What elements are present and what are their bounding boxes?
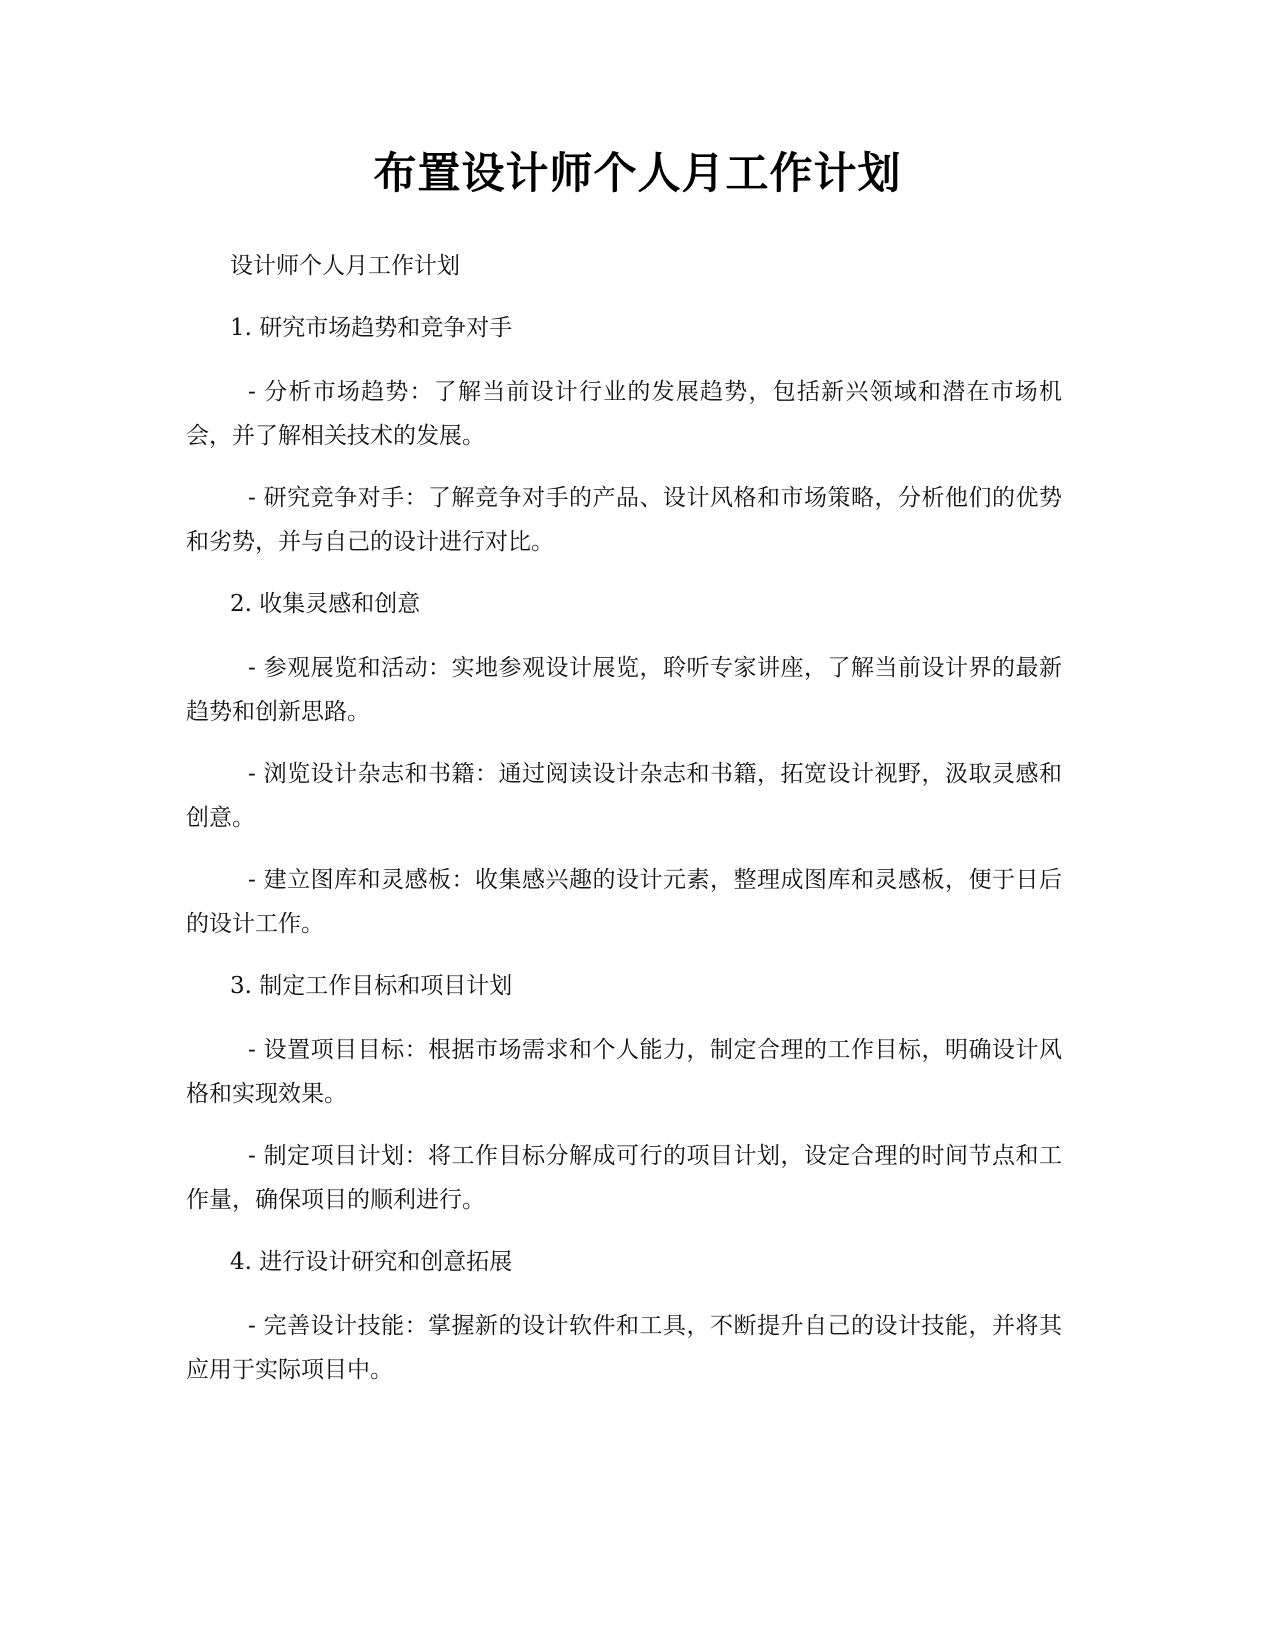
section-heading: 1. 研究市场趋势和竞争对手 [230, 315, 513, 341]
list-item: - 研究竞争对手：了解竞争对手的产品、设计风格和市场策略，分析他们的优势和劣势，并与自己的设计进行对比。 [186, 485, 1062, 555]
document-subtitle: 设计师个人月工作计划 [230, 253, 460, 279]
section-heading: 3. 制定工作目标和项目计划 [230, 973, 513, 999]
section-heading: 4. 进行设计研究和创意拓展 [230, 1249, 513, 1275]
document-body [186, 244, 1062, 1410]
document-title: 布置设计师个人月工作计划 [373, 149, 902, 199]
list-item: - 制定项目计划：将工作目标分解成可行的项目计划，设定合理的时间节点和工作量，确保项目的顺利进行。 [186, 1143, 1062, 1213]
list-item: - 完善设计技能：掌握新的设计软件和工具，不断提升自己的设计技能，并将其应用于实际项目中。 [186, 1313, 1062, 1383]
list-item: - 设置项目目标：根据市场需求和个人能力，制定合理的工作目标，明确设计风格和实现效果。 [186, 1037, 1062, 1107]
list-item: - 分析市场趋势：了解当前设计行业的发展趋势，包括新兴领域和潜在市场机会，并了解相关技术的发展。 [186, 379, 1062, 449]
section-heading: 2. 收集灵感和创意 [230, 591, 421, 617]
list-item: - 建立图库和灵感板：收集感兴趣的设计元素，整理成图库和灵感板，便于日后的设计工作。 [186, 867, 1062, 937]
list-item: - 参观展览和活动：实地参观设计展览，聆听专家讲座，了解当前设计界的最新趋势和创新思路。 [186, 655, 1062, 725]
list-item: - 浏览设计杂志和书籍：通过阅读设计杂志和书籍，拓宽设计视野，汲取灵感和创意。 [186, 761, 1062, 831]
